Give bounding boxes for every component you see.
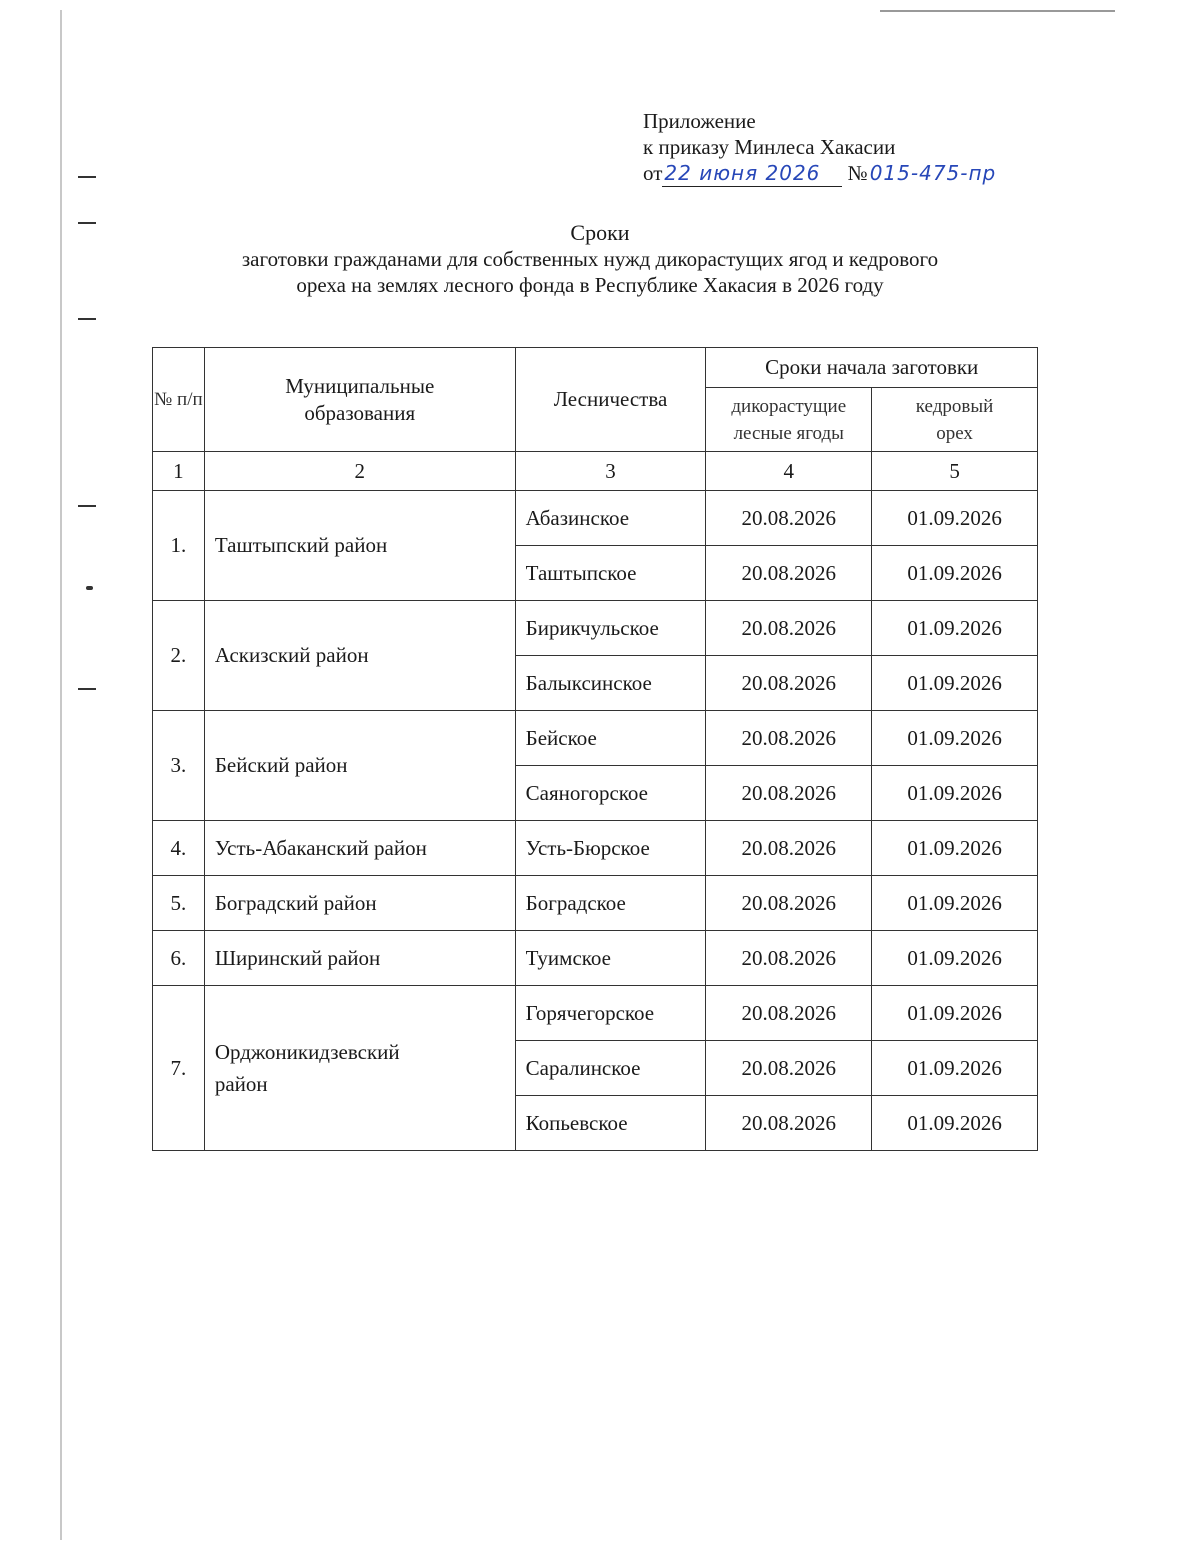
row-number: 1. [153,491,205,601]
nuts-date-cell: 01.09.2026 [872,656,1038,711]
berries-date-cell: 20.08.2026 [706,876,872,931]
forestry-cell: Боградское [515,876,706,931]
table-row [153,491,1038,546]
col-number-4: 4 [706,452,872,491]
municipality-cell: Ширинский район [204,931,515,986]
table-row [153,821,1038,876]
nuts-date-cell: 01.09.2026 [872,876,1038,931]
document-title: Сроки [570,220,630,245]
row-number: 4. [153,821,205,876]
subtitle-line2: ореха на землях лесного фонда в Республике Хакасия в 2026 году [296,273,884,297]
margin-mark [86,586,93,590]
forestry-cell: Горячегорское [515,986,706,1041]
row-number: 2. [153,601,205,711]
municipality-cell: Орджоникидзевский район [204,986,515,1151]
from-prefix: от [643,161,663,185]
forestry-cell: Балыксинское [515,656,706,711]
appendix-line1: Приложение [643,109,756,133]
forestry-cell: Саяногорское [515,766,706,821]
appendix-date-number [643,160,996,187]
nuts-date-cell: 01.09.2026 [872,766,1038,821]
subtitle-line1: заготовки гражданами для собственных нужд дикорастущих ягод и кедрового [241,247,939,271]
berries-date-cell: 20.08.2026 [706,546,872,601]
table-row [153,986,1038,1041]
row-number: 3. [153,711,205,821]
col-number-2: 2 [204,452,515,491]
document-subtitle [150,246,1030,298]
nuts-date-cell: 01.09.2026 [872,601,1038,656]
forestry-cell: Усть-Бюрское [515,821,706,876]
margin-mark [78,176,96,178]
table-row [153,876,1038,931]
number-prefix: № [847,161,868,185]
forestry-cell: Таштыпское [515,546,706,601]
header-dates-group: Сроки начала заготовки [706,348,1038,388]
table-row [153,931,1038,986]
nuts-date-cell: 01.09.2026 [872,986,1038,1041]
berries-date-cell: 20.08.2026 [706,766,872,821]
municipality-cell: Бейский район [204,711,515,821]
berries-date-cell: 20.08.2026 [706,1041,872,1096]
berries-date-cell: 20.08.2026 [706,931,872,986]
appendix-block [643,108,996,187]
nuts-date-cell: 01.09.2026 [872,1096,1038,1151]
row-number: 7. [153,986,205,1151]
appendix-line2: к приказу Минлеса Хакасии [643,135,896,159]
berries-date-cell: 20.08.2026 [706,821,872,876]
forestry-cell: Копьевское [515,1096,706,1151]
header-berries: дикорастущие лесные ягоды [706,388,872,452]
municipality-cell: Боградский район [204,876,515,931]
order-number: 015-475-пр [869,161,997,185]
berries-date-cell: 20.08.2026 [706,711,872,766]
row-number: 5. [153,876,205,931]
header-num: № п/п [153,348,205,452]
margin-mark [78,688,96,690]
schedule-table [152,347,1038,1151]
margin-mark [78,318,96,320]
nuts-date-cell: 01.09.2026 [872,491,1038,546]
header-forestry: Лесничества [515,348,706,452]
forestry-cell: Туимское [515,931,706,986]
forestry-cell: Саралинское [515,1041,706,1096]
berries-date-cell: 20.08.2026 [706,986,872,1041]
table-row [153,711,1038,766]
municipality-cell: Таштыпский район [204,491,515,601]
forestry-cell: Бирикчульское [515,601,706,656]
row-number: 6. [153,931,205,986]
scan-edge-top [880,10,1115,12]
header-municipality: Муниципальные образования [204,348,515,452]
nuts-date-cell: 01.09.2026 [872,711,1038,766]
table-row [153,601,1038,656]
forestry-cell: Абазинское [515,491,706,546]
nuts-date-cell: 01.09.2026 [872,1041,1038,1096]
forestry-cell: Бейское [515,711,706,766]
berries-date-cell: 20.08.2026 [706,1096,872,1151]
col-number-3: 3 [515,452,706,491]
header-nuts: кедровый орех [872,388,1038,452]
berries-date-cell: 20.08.2026 [706,601,872,656]
berries-date-cell: 20.08.2026 [706,656,872,711]
nuts-date-cell: 01.09.2026 [872,546,1038,601]
nuts-date-cell: 01.09.2026 [872,931,1038,986]
margin-mark [78,505,96,507]
municipality-cell: Аскизский район [204,601,515,711]
berries-date-cell: 20.08.2026 [706,491,872,546]
col-number-1: 1 [153,452,205,491]
municipality-cell: Усть-Абаканский район [204,821,515,876]
nuts-date-cell: 01.09.2026 [872,821,1038,876]
col-number-5: 5 [872,452,1038,491]
order-date: 22 июня 2026 [662,160,842,187]
